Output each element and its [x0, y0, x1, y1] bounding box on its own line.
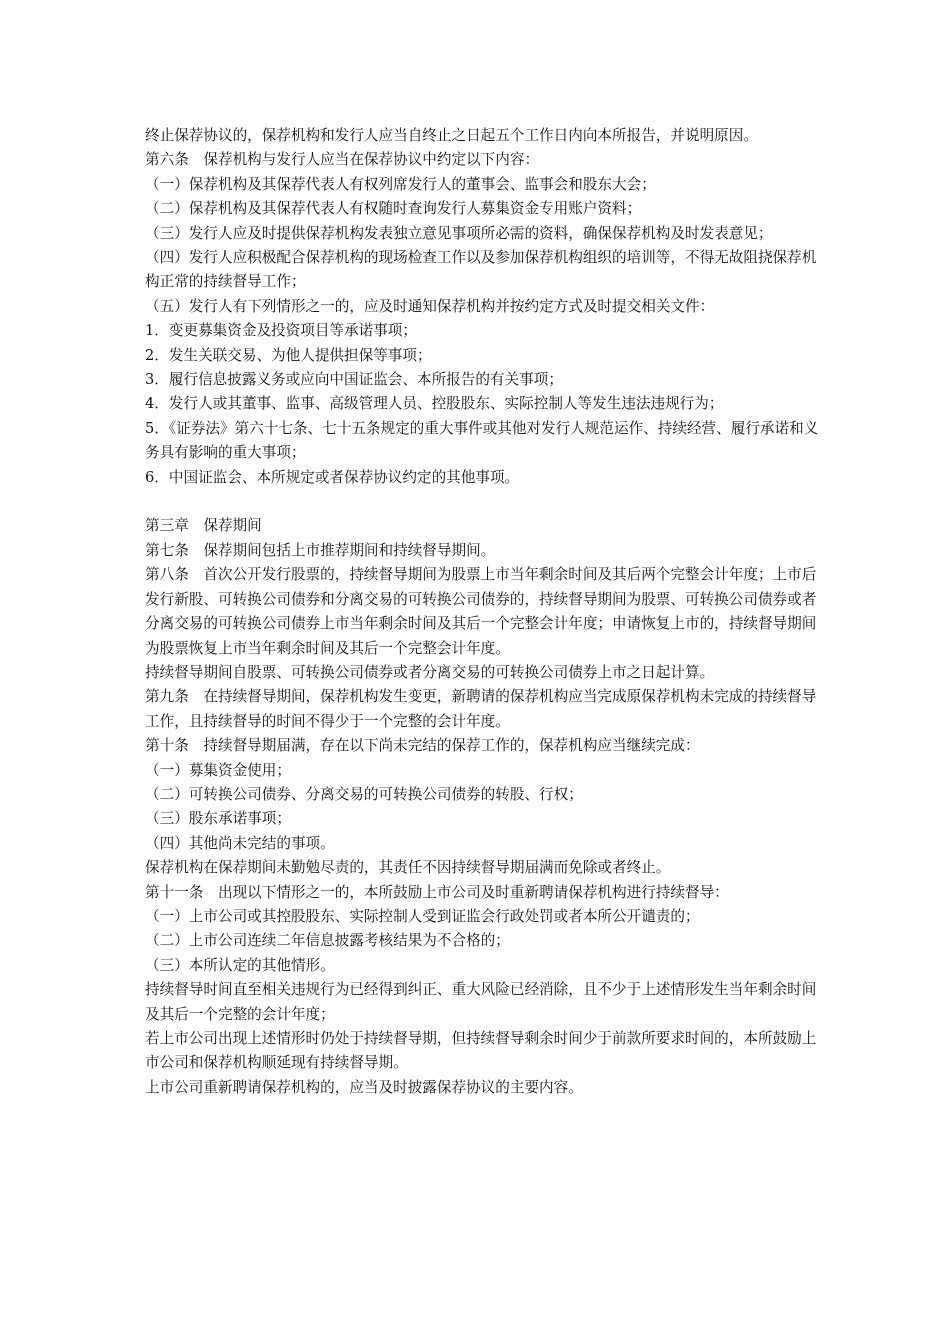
list-item: （三）股东承诺事项； [145, 810, 291, 828]
article-6-heading: 第六条 保荐机构与发行人应当在保荐协议中约定以下内容： [145, 151, 540, 169]
numbered-item: 3．履行信息披露义务或应向中国证监会、本所报告的有关事项； [145, 371, 563, 389]
numbered-item: 2．发生关联交易、为他人提供担保等事项； [145, 346, 432, 364]
numbered-item: 5．《证券法》第六十七条、七十五条规定的重大事件或其他对发行人规范运作、持续经营、履行承诺和义务具有影响的重大事项； [145, 419, 819, 462]
paragraph: 上市公司重新聘请保荐机构的，应当及时披露保荐协议的主要内容。 [145, 1078, 583, 1096]
list-item: （三）本所认定的其他情形。 [145, 956, 335, 974]
numbered-item: 4．发行人或其董事、监事、高级管理人员、控股股东、实际控制人等发生违法违规行为； [145, 395, 724, 413]
list-item: （二）可转换公司债券、分离交易的可转换公司债券的转股、行权； [145, 785, 583, 803]
numbered-item: 1．变更募集资金及投资项目等承诺事项； [145, 322, 417, 340]
article-7: 第七条 保荐期间包括上市推荐期间和持续督导期间。 [145, 541, 496, 559]
article-11-heading: 第十一条 出现以下情形之一的，本所鼓励上市公司及时重新聘请保荐机构进行持续督导： [145, 883, 729, 901]
list-item: （四）发行人应积极配合保荐机构的现场检查工作以及参加保荐机构组织的培训等，不得无故阻挠保荐机构正常的持续督导工作； [145, 249, 817, 291]
article-9: 第九条 在持续督导期间，保荐机构发生变更，新聘请的保荐机构应当完成原保荐机构未完成的持续督导工作，且持续督导的时间不得少于一个完整的会计年度。 [145, 688, 817, 730]
paragraph: 持续督导时间直至相关违规行为已经得到纠正、重大风险已经消除，且不少于上述情形发生当年剩余时间及其后一个完整的会计年度； [145, 981, 817, 1023]
article-10-heading: 第十条 持续督导期届满，存在以下尚未完结的保荐工作的，保荐机构应当继续完成： [145, 737, 700, 755]
list-item: （二）保荐机构及其保荐代表人有权随时查询发行人募集资金专用账户资料； [145, 200, 642, 218]
numbered-item: 6．中国证监会、本所规定或者保荐协议约定的其他事项。 [145, 468, 520, 486]
list-item: （一）保荐机构及其保荐代表人有权列席发行人的董事会、监事会和股东大会； [145, 175, 656, 193]
list-item: （一）上市公司或其控股股东、实际控制人受到证监会行政处罚或者本所公开谴责的； [145, 907, 700, 925]
paragraph: 保荐机构在保荐期间未勤勉尽责的，其责任不因持续督导期届满而免除或者终止。 [145, 859, 671, 877]
article-8: 第八条 首次公开发行股票的，持续督导期间为股票上市当年剩余时间及其后两个完整会计年度；上市后发行新股、可转换公司债券和分离交易的可转换公司债券的，持续督导期间为股票、可转换公司债券或者分离交易的可转换公司债券上市当年剩余时间及其后一个完整会计年度；申请恢复上市的，持续督导期间为股票恢复上市当年剩余时间及其后一个完整会计年度。 [145, 566, 817, 657]
paragraph: 终止保荐协议的，保荐机构和发行人应当自终止之日起五个工作日内向本所报告，并说明原因。 [145, 127, 758, 144]
list-item: （一）募集资金使用； [145, 761, 291, 779]
list-item: （三）发行人应及时提供保荐机构发表独立意见事项所必需的资料，确保保荐机构及时发表意见； [145, 224, 773, 242]
list-item: （二）上市公司连续二年信息披露考核结果为不合格的； [145, 932, 510, 950]
document-body [145, 124, 825, 1100]
paragraph: 若上市公司出现上述情形时仍处于持续督导期，但持续督导剩余时间少于前款所要求时间的，本所鼓励上市公司和保荐机构顺延现有持续督导期。 [145, 1030, 817, 1072]
list-item: （五）发行人有下列情形之一的，应及时通知保荐机构并按约定方式及时提交相关文件： [145, 297, 715, 315]
blank-line [145, 490, 825, 514]
chapter-heading: 第三章 保荐期间 [145, 517, 262, 535]
paragraph: 持续督导期间自股票、可转换公司债券或者分离交易的可转换公司债券上市之日起计算。 [145, 663, 715, 681]
list-item: （四）其他尚未完结的事项。 [145, 834, 335, 852]
